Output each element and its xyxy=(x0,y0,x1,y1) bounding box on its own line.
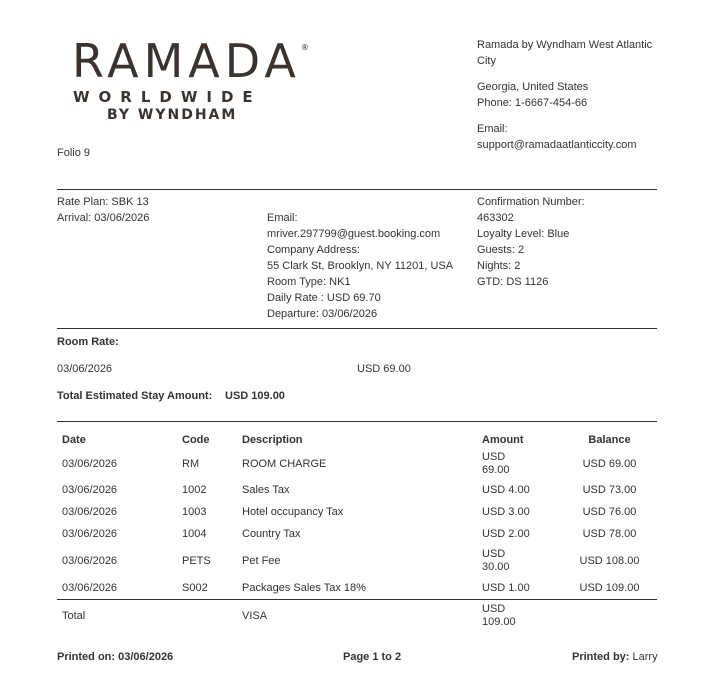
row-code: RM xyxy=(182,458,200,470)
header-date: Date xyxy=(62,434,86,446)
printed-by xyxy=(572,651,658,663)
row-amount: USD 1.00 xyxy=(482,581,530,594)
guest-info-left xyxy=(57,194,149,226)
table-row xyxy=(57,479,657,501)
table-total-row xyxy=(57,599,657,633)
row-description: Packages Sales Tax 18% xyxy=(242,581,366,594)
nights-count: Nights: 2 xyxy=(477,260,521,272)
row-balance: USD 109.00 xyxy=(579,581,640,594)
row-balance: USD 78.00 xyxy=(582,528,637,540)
table-row xyxy=(57,577,657,599)
row-amount: USD 4.00 xyxy=(482,484,530,496)
row-balance: USD 69.00 xyxy=(582,458,637,470)
row-amount-currency: USD xyxy=(482,451,506,463)
table-row xyxy=(57,449,657,479)
brand-logo xyxy=(72,34,309,88)
rate-plan: Rate Plan: SBK 13 xyxy=(57,196,149,208)
hotel-name-line1: Ramada by Wyndham West Atlantic xyxy=(477,39,653,51)
table-row xyxy=(57,545,657,577)
logo-subtitle: WORLDWIDE xyxy=(73,88,262,106)
folio-number: Folio 9 xyxy=(57,147,91,159)
daily-rate: Daily Rate : USD 69.70 xyxy=(267,292,381,304)
table-row xyxy=(57,523,657,545)
logo-by-line: BY WYNDHAM xyxy=(107,107,238,123)
row-date: 03/06/2026 xyxy=(62,484,118,496)
row-description: Pet Fee xyxy=(242,555,281,567)
divider xyxy=(57,189,657,190)
row-amount xyxy=(477,545,562,577)
printed-on xyxy=(57,651,173,663)
row-date: 03/06/2026 xyxy=(62,581,118,594)
row-amount: USD 3.00 xyxy=(482,506,530,518)
arrival-date: Arrival: 03/06/2026 xyxy=(57,212,150,224)
total-amount xyxy=(477,599,562,633)
row-code: 1003 xyxy=(182,506,207,518)
guest-email-label: Email: xyxy=(267,212,298,224)
row-balance: USD 76.00 xyxy=(582,506,637,518)
departure-date: Departure: 03/06/2026 xyxy=(267,308,378,320)
total-estimated-label: Total Estimated Stay Amount: xyxy=(57,390,213,402)
printed-on-label: Printed on: xyxy=(57,651,116,663)
guest-info-middle xyxy=(267,210,453,322)
row-amount-value: 69.00 xyxy=(482,464,510,476)
printed-by-name: Larry xyxy=(632,651,658,663)
guest-email: mriver.297799@guest.booking.com xyxy=(267,228,441,240)
page-number: Page 1 to 2 xyxy=(343,651,402,663)
loyalty-level: Loyalty Level: Blue xyxy=(477,228,570,240)
row-date: 03/06/2026 xyxy=(62,555,118,567)
company-address-label: Company Address: xyxy=(267,244,360,256)
total-label: Total xyxy=(62,610,86,623)
header-description: Description xyxy=(242,434,303,446)
hotel-location: Georgia, United States xyxy=(477,81,589,93)
hotel-phone: Phone: 1-6667-454-66 xyxy=(477,97,588,109)
printed-on-date: 03/06/2026 xyxy=(118,651,174,663)
row-balance: USD 73.00 xyxy=(582,484,637,496)
total-estimated-value: USD 109.00 xyxy=(225,390,285,402)
room-rate-label: Room Rate: xyxy=(57,336,119,348)
header-balance: Balance xyxy=(588,434,631,446)
row-date: 03/06/2026 xyxy=(62,506,118,518)
room-rate-amount: USD 69.00 xyxy=(357,363,411,375)
row-balance: USD 108.00 xyxy=(579,555,640,567)
confirmation-number: 463302 xyxy=(477,212,514,224)
table-header-row xyxy=(57,431,657,449)
transactions-table xyxy=(57,431,657,633)
row-date: 03/06/2026 xyxy=(62,458,118,470)
confirmation-label: Confirmation Number: xyxy=(477,196,585,208)
hotel-email: support@ramadaatlanticcity.com xyxy=(477,139,637,151)
row-date: 03/06/2026 xyxy=(62,528,118,540)
guests-count: Guests: 2 xyxy=(477,244,525,256)
row-description: Hotel occupancy Tax xyxy=(242,506,344,518)
room-type: Room Type: NK1 xyxy=(267,276,351,288)
hotel-email-label: Email: xyxy=(477,123,508,135)
logo-registered-mark: ® xyxy=(300,43,309,52)
divider xyxy=(57,328,657,329)
divider xyxy=(57,421,657,422)
row-description: Country Tax xyxy=(242,528,301,540)
row-code: PETS xyxy=(182,555,211,567)
row-description: ROOM CHARGE xyxy=(242,458,327,470)
row-amount: USD 2.00 xyxy=(482,528,530,540)
guest-info-right xyxy=(477,194,585,290)
row-description: Sales Tax xyxy=(242,484,290,496)
hotel-name-line2: City xyxy=(477,55,496,67)
row-amount xyxy=(477,449,562,479)
row-amount-currency: USD xyxy=(482,548,506,560)
gtd: GTD: DS 1126 xyxy=(477,276,549,288)
total-amount-value: 109.00 xyxy=(482,616,516,629)
row-amount-value: 30.00 xyxy=(482,561,510,573)
printed-by-label: Printed by: xyxy=(572,651,630,663)
header-amount: Amount xyxy=(482,434,524,446)
logo-brand: RAMADA xyxy=(72,34,301,88)
row-code: 1002 xyxy=(182,484,207,496)
room-rate-date: 03/06/2026 xyxy=(57,363,113,375)
row-code: S002 xyxy=(182,581,208,594)
table-row xyxy=(57,501,657,523)
company-address: 55 Clark St, Brooklyn, NY 11201, USA xyxy=(267,260,454,272)
header-code: Code xyxy=(182,434,210,446)
total-amount-currency: USD xyxy=(482,603,506,616)
payment-method: VISA xyxy=(242,610,268,623)
hotel-info xyxy=(477,37,677,153)
row-code: 1004 xyxy=(182,528,207,540)
